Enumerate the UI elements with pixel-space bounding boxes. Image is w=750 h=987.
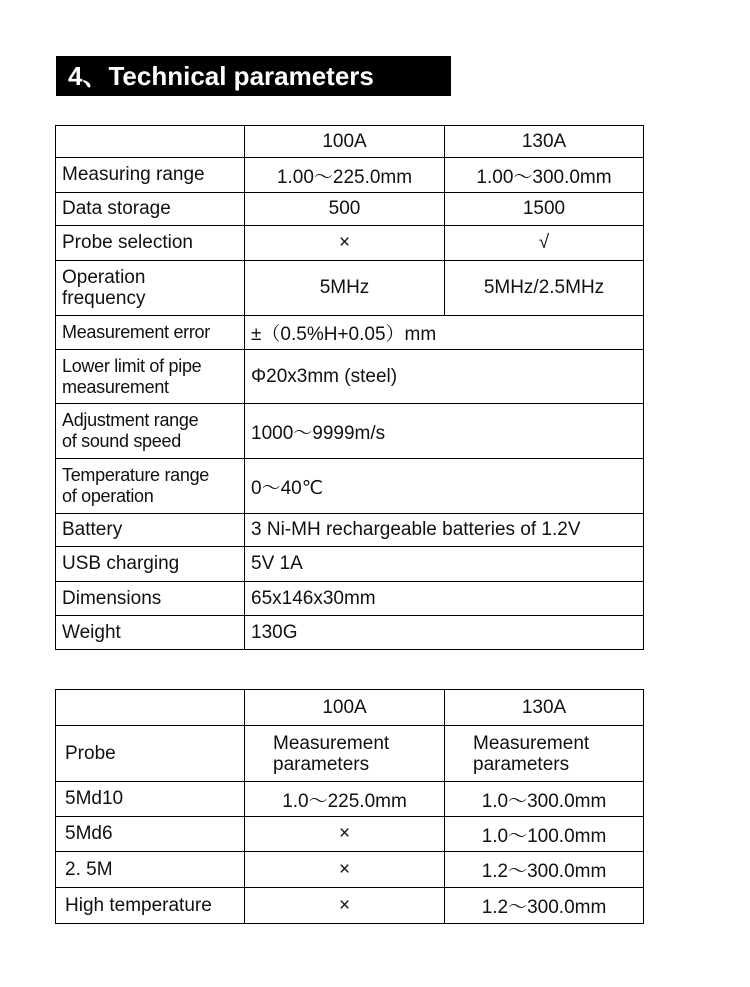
shared-value: 130G: [245, 616, 644, 650]
header-empty-cell: [56, 690, 245, 726]
table-row: [56, 817, 644, 852]
row-label-line: of sound speed: [62, 431, 181, 451]
shared-value: 3 Ni-MH rechargeable batteries of 1.2V: [245, 514, 644, 547]
table-row: [56, 158, 644, 193]
table-row: [56, 226, 644, 261]
row-label: [56, 261, 245, 316]
shared-value: 0～40℃: [245, 459, 644, 514]
value-130a: 1500: [445, 193, 644, 226]
row-label: [56, 459, 245, 514]
header-100a: 100A: [245, 126, 445, 158]
row-label-line: Operation: [62, 267, 146, 288]
value-130a: 1.0～300.0mm: [445, 782, 644, 817]
value-130a: 1.0～100.0mm: [445, 817, 644, 852]
header-line: Measurement: [273, 732, 390, 754]
value-100a: 1.0～225.0mm: [245, 782, 445, 817]
table-row: [56, 616, 644, 650]
table-row: [56, 261, 644, 316]
header-130a: 130A: [445, 126, 644, 158]
row-label: Measurement error: [56, 316, 245, 350]
table-row: [56, 193, 644, 226]
value-130a: 1.00～300.0mm: [445, 158, 644, 193]
probe-parameters-table: [55, 689, 644, 924]
table-row: [56, 547, 644, 582]
cross-mark: ×: [245, 226, 445, 261]
probe-name: 5Md6: [56, 817, 245, 852]
row-label-line: Lower limit of pipe: [62, 355, 202, 376]
value-100a: 1.00～225.0mm: [245, 158, 445, 193]
shared-value: 5V 1A: [245, 547, 644, 582]
row-label: [56, 350, 245, 404]
row-label: Weight: [56, 616, 245, 650]
probe-name: 2. 5M: [56, 852, 245, 888]
value-130a: 5MHz/2.5MHz: [445, 261, 644, 316]
table-header-row: [56, 690, 644, 726]
probe-column-header: Probe: [56, 726, 245, 782]
header-100a: 100A: [245, 690, 445, 726]
header-line: parameters: [273, 753, 370, 775]
technical-parameters-table: [55, 125, 644, 650]
table-row: [56, 459, 644, 514]
value-130a: 1.2～300.0mm: [445, 852, 644, 888]
row-label-line: measurement: [62, 376, 169, 397]
row-label: Measuring range: [56, 158, 245, 193]
row-label: Data storage: [56, 193, 245, 226]
value-130a: 1.2～300.0mm: [445, 888, 644, 924]
table-row: [56, 350, 644, 404]
cross-mark: ×: [245, 888, 445, 924]
table-header-row: [56, 126, 644, 158]
header-line: parameters: [473, 753, 570, 775]
cross-mark: ×: [245, 852, 445, 888]
row-label-line: Temperature range: [62, 465, 209, 485]
params-header-130a: [445, 726, 644, 782]
header-line: Measurement: [473, 732, 590, 754]
table-row: [56, 316, 644, 350]
row-label: Probe selection: [56, 226, 245, 261]
row-label: Dimensions: [56, 582, 245, 616]
value-100a: 500: [245, 193, 445, 226]
row-label: Battery: [56, 514, 245, 547]
params-header-100a: [245, 726, 445, 782]
probe-name: High temperature: [56, 888, 245, 924]
row-label-line: frequency: [62, 288, 146, 309]
header-130a: 130A: [445, 690, 644, 726]
row-label-line: Adjustment range: [62, 410, 199, 430]
table-row: [56, 514, 644, 547]
table-row: [56, 404, 644, 459]
section-heading: 4、Technical parameters: [56, 56, 451, 96]
check-mark: √: [445, 226, 644, 261]
row-label: [56, 404, 245, 459]
shared-value: 65x146x30mm: [245, 582, 644, 616]
header-empty-cell: [56, 126, 245, 158]
table-subheader-row: [56, 726, 644, 782]
table-row: [56, 582, 644, 616]
cross-mark: ×: [245, 817, 445, 852]
value-100a: 5MHz: [245, 261, 445, 316]
row-label: USB charging: [56, 547, 245, 582]
shared-value: 1000～9999m/s: [245, 404, 644, 459]
probe-name: 5Md10: [56, 782, 245, 817]
shared-value: ±（0.5%H+0.05）mm: [245, 316, 644, 350]
table-row: [56, 782, 644, 817]
table-row: [56, 888, 644, 924]
shared-value: Φ20x3mm (steel): [245, 350, 644, 404]
table-row: [56, 852, 644, 888]
row-label-line: of operation: [62, 486, 154, 506]
